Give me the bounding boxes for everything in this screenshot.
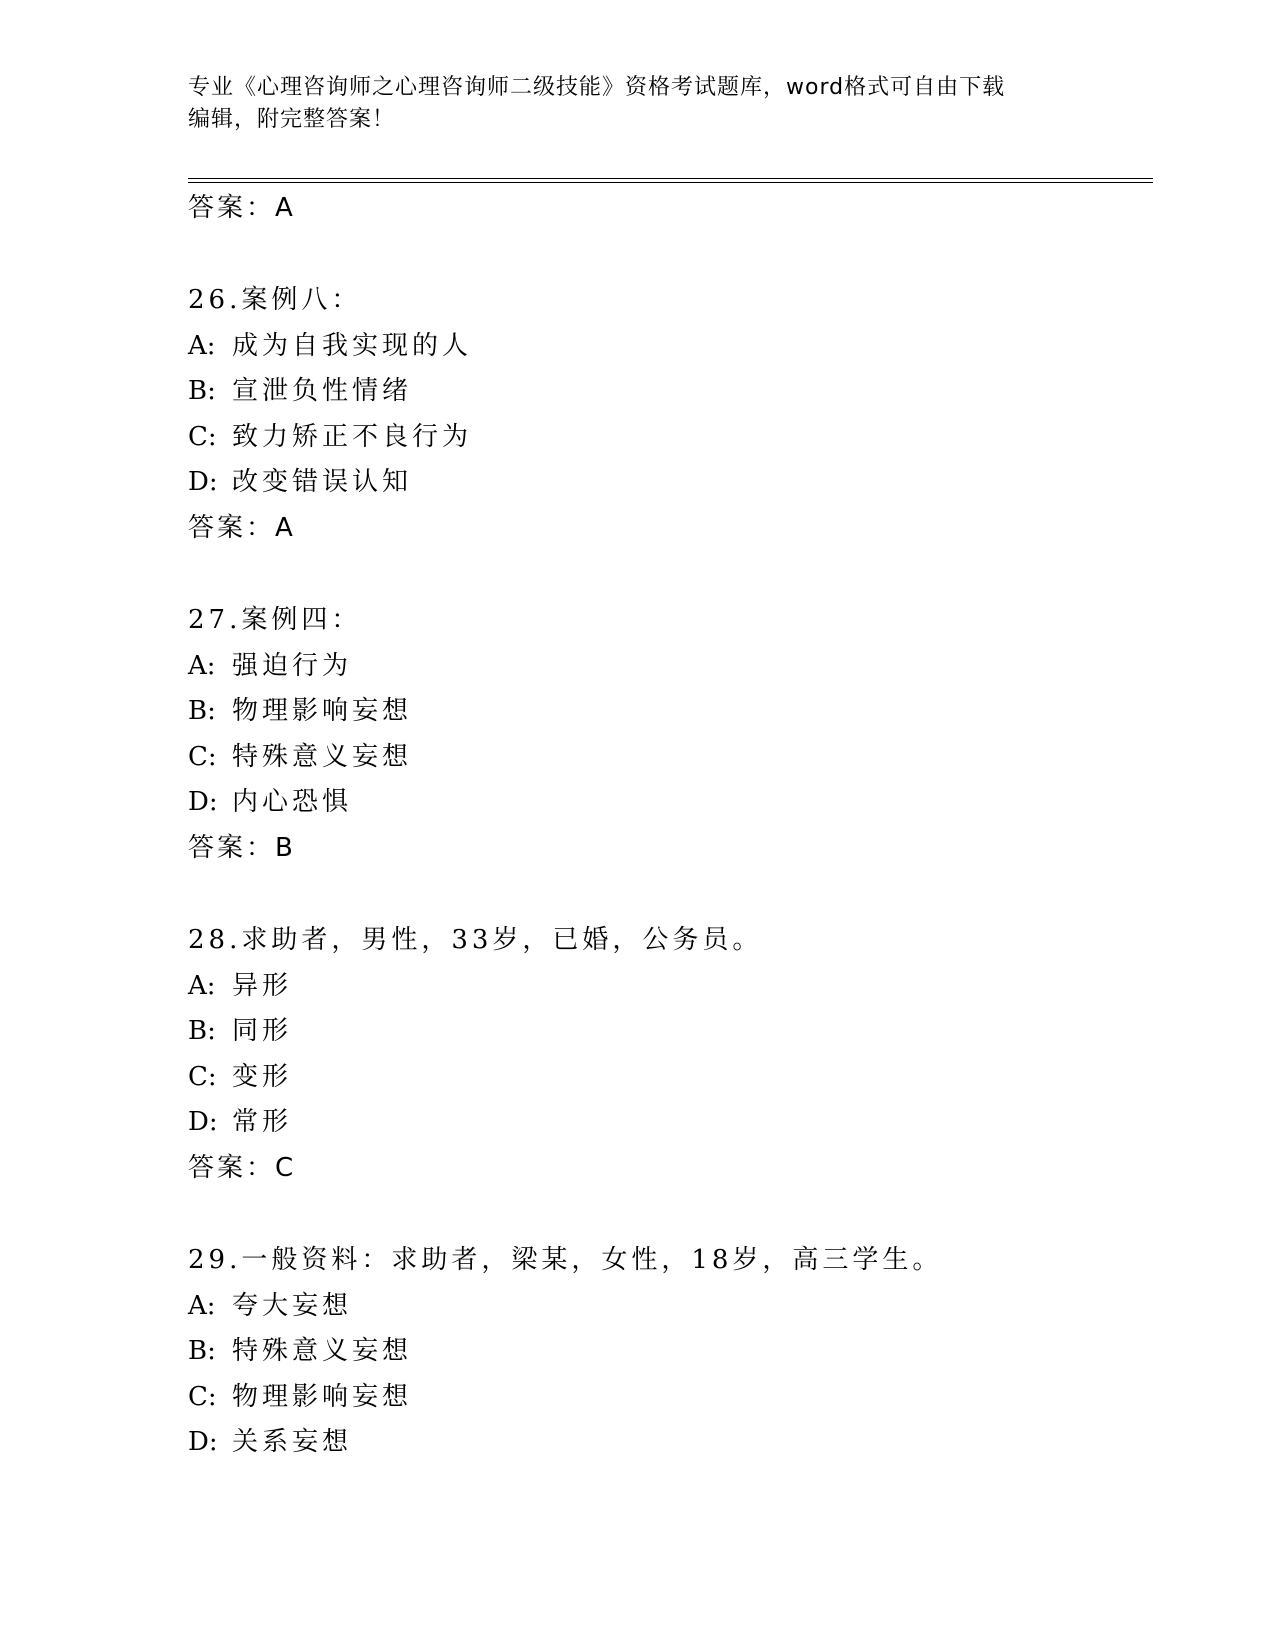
option-text: 特殊意义妄想 (232, 741, 413, 772)
option-key: D: (188, 1427, 218, 1457)
option-text: 异形 (232, 970, 293, 1001)
option-text: 强迫行为 (232, 650, 353, 681)
header-line-1: 专业《心理咨询师之心理咨询师二级技能》资格考试题库，word格式可自由下载 (188, 75, 1006, 100)
option-text: 改变错误认知 (232, 467, 413, 497)
answer-value: A (275, 193, 295, 223)
option-c (188, 1055, 762, 1101)
option-text: 致力矫正不良行为 (232, 421, 473, 452)
option-text: 关系妄想 (232, 1427, 353, 1457)
option-key: C: (188, 1061, 217, 1092)
option-text: 物理影响妄想 (232, 696, 413, 726)
question-27 (188, 598, 412, 871)
option-text: 变形 (232, 1061, 293, 1092)
option-a (188, 644, 412, 690)
answer-line (188, 506, 472, 552)
answer-line (188, 826, 412, 872)
option-key: C: (188, 421, 217, 452)
option-key: D: (188, 787, 218, 817)
answer-line (188, 186, 295, 232)
option-text: 物理影响妄想 (232, 1381, 413, 1412)
option-a (188, 1284, 942, 1330)
question-stem: 29.一般资料：求助者，梁某，女性，18岁，高三学生。 (188, 1245, 943, 1275)
option-text: 内心恐惧 (232, 787, 353, 817)
answer-value: C (275, 1152, 296, 1183)
option-key: C: (188, 741, 217, 772)
option-key: C: (188, 1381, 217, 1412)
option-c (188, 415, 472, 461)
option-c (188, 735, 412, 781)
option-b (188, 369, 472, 415)
option-b (188, 1009, 762, 1055)
answer-label: 答案： (188, 832, 276, 863)
option-b (188, 1329, 942, 1375)
option-c (188, 1375, 942, 1421)
question-stem: 26.案例八： (188, 285, 362, 315)
option-key: A: (188, 650, 216, 681)
header-divider-bottom (188, 182, 1153, 183)
option-text: 常形 (232, 1107, 293, 1137)
option-key: D: (188, 1107, 218, 1137)
option-key: A: (188, 970, 216, 1001)
option-key: B: (188, 1016, 216, 1046)
option-a (188, 964, 762, 1010)
option-key: B: (188, 376, 216, 406)
answer-value: B (275, 832, 295, 863)
document-header (188, 72, 1088, 136)
answer-line (188, 1146, 762, 1192)
option-d (188, 1420, 942, 1466)
option-text: 夸大妄想 (232, 1290, 353, 1321)
option-key: A: (188, 1290, 216, 1321)
option-d (188, 780, 412, 826)
header-divider-top (188, 178, 1153, 179)
option-text: 特殊意义妄想 (232, 1336, 413, 1366)
previous-answer (188, 186, 295, 232)
option-key: B: (188, 696, 216, 726)
option-text: 宣泄负性情绪 (232, 376, 413, 406)
header-line-2: 编辑，附完整答案！ (188, 107, 396, 132)
option-key: B: (188, 1336, 216, 1366)
option-key: A: (188, 330, 216, 361)
question-stem: 27.案例四： (188, 605, 362, 635)
option-d (188, 460, 472, 506)
option-key: D: (188, 467, 218, 497)
answer-label: 答案： (188, 193, 276, 223)
option-a (188, 324, 472, 370)
question-29 (188, 1238, 942, 1466)
option-d (188, 1100, 762, 1146)
question-26 (188, 278, 472, 551)
option-b (188, 689, 412, 735)
answer-label: 答案： (188, 512, 276, 543)
answer-value: A (275, 512, 295, 543)
answer-label: 答案： (188, 1152, 276, 1183)
option-text: 同形 (232, 1016, 293, 1046)
question-28 (188, 918, 762, 1191)
question-stem: 28.求助者，男性，33岁，已婚，公务员。 (188, 925, 763, 955)
option-text: 成为自我实现的人 (232, 330, 473, 361)
